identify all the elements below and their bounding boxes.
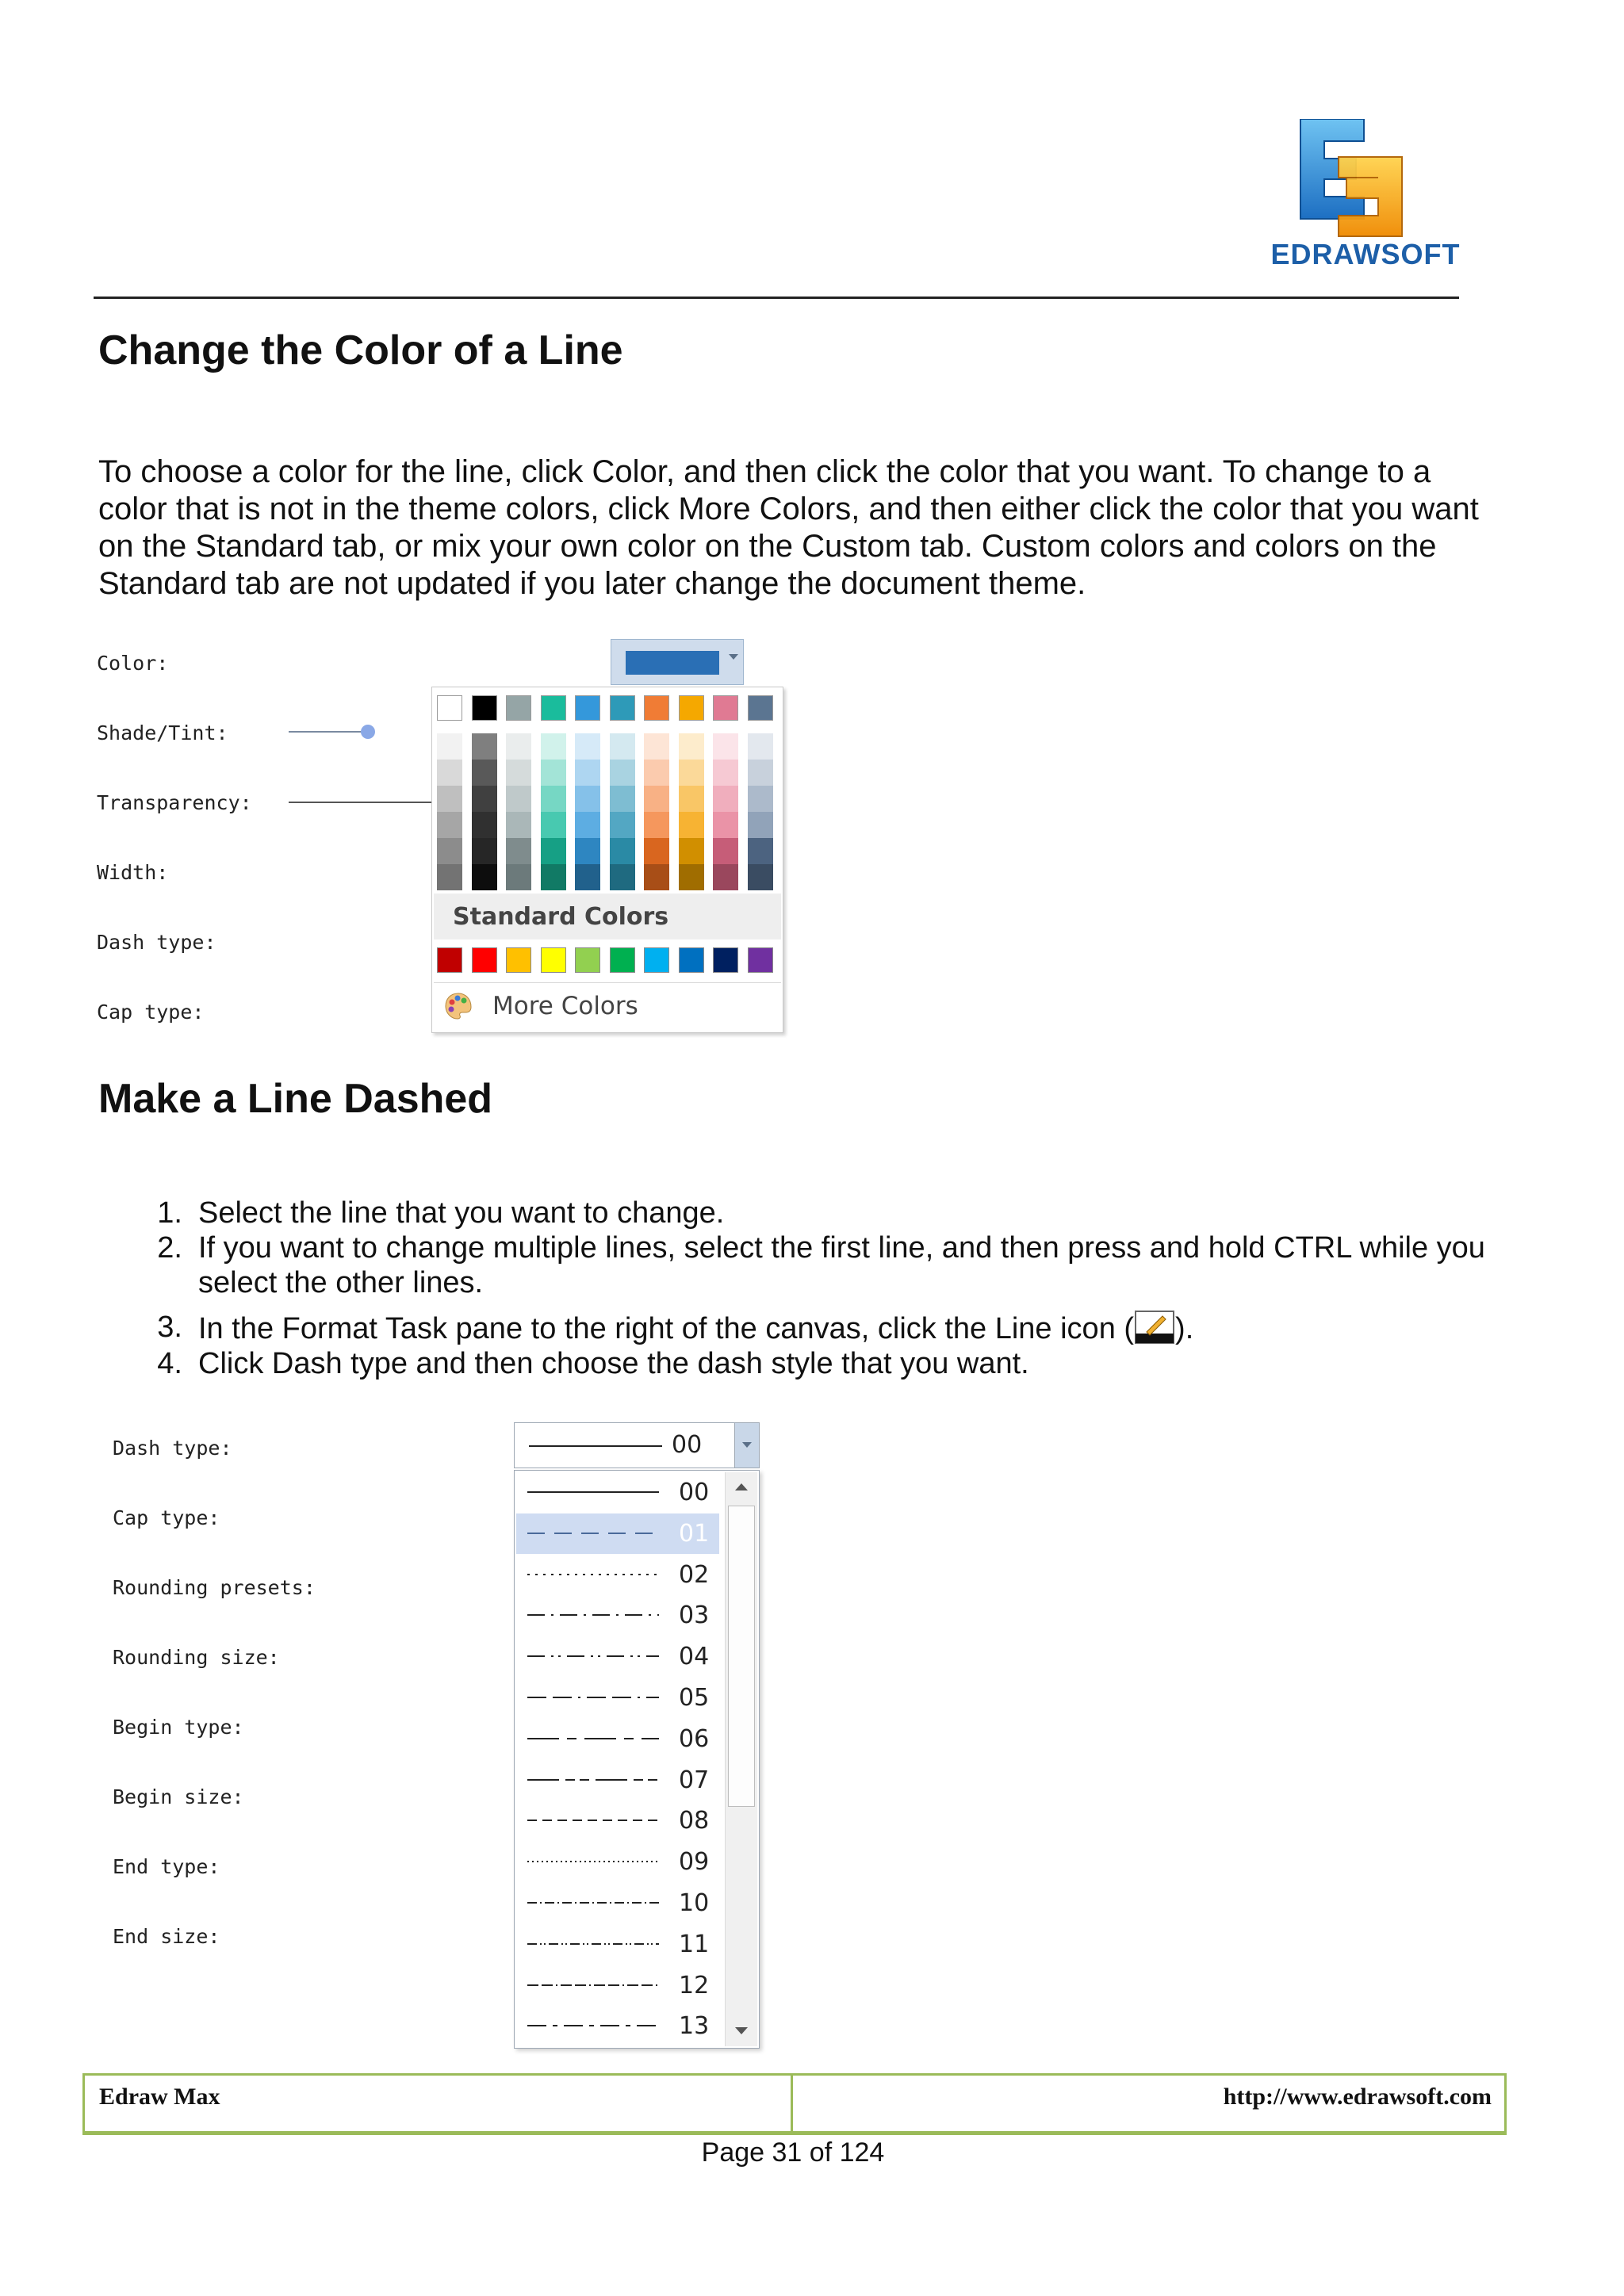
color-swatch[interactable] <box>748 760 773 786</box>
color-swatch[interactable] <box>713 864 738 890</box>
color-swatch[interactable] <box>679 864 704 890</box>
standard-color-swatch[interactable] <box>748 947 773 973</box>
color-swatch[interactable] <box>575 812 600 838</box>
color-swatch[interactable] <box>713 838 738 864</box>
transparency-slider-track[interactable] <box>289 802 431 803</box>
dash-sample <box>527 1736 662 1741</box>
dash-code: 12 <box>679 1971 710 1999</box>
palette-icon <box>443 991 473 1021</box>
dash-code: 10 <box>679 1889 710 1917</box>
color-swatch[interactable] <box>437 695 462 721</box>
color-swatch[interactable] <box>679 760 704 786</box>
color-swatch[interactable] <box>713 786 738 812</box>
standard-color-swatch[interactable] <box>679 947 704 973</box>
color-swatch[interactable] <box>506 864 531 890</box>
color-swatch[interactable] <box>437 812 462 838</box>
dash-option[interactable] <box>516 1472 719 1513</box>
scroll-thumb[interactable] <box>728 1506 755 1807</box>
dash-option[interactable] <box>516 1760 719 1800</box>
dash-sample <box>527 1859 662 1864</box>
color-swatch[interactable] <box>541 733 566 760</box>
dash-code: 00 <box>679 1479 710 1506</box>
color-swatch[interactable] <box>644 838 669 864</box>
color-swatch[interactable] <box>472 786 497 812</box>
label-begin-type: Begin type: <box>113 1716 244 1739</box>
color-swatch[interactable] <box>748 864 773 890</box>
chevron-down-icon <box>729 654 738 660</box>
dash-sample <box>527 1654 662 1659</box>
dash-code: 06 <box>679 1724 710 1753</box>
dash-sample <box>527 1572 662 1577</box>
color-swatch[interactable] <box>679 733 704 760</box>
dash-option[interactable] <box>516 1595 719 1636</box>
selected-color-swatch <box>626 651 719 675</box>
page-number: Page 31 of 124 <box>701 2137 885 2168</box>
color-swatch[interactable] <box>472 864 497 890</box>
scrollbar[interactable] <box>725 1472 757 2046</box>
dash-sample <box>527 1818 662 1823</box>
color-swatch[interactable] <box>437 760 462 786</box>
dash-code: 11 <box>679 1930 710 1958</box>
standard-color-swatch[interactable] <box>575 947 600 973</box>
list-number: 1. <box>157 1196 182 1230</box>
combo-line-sample <box>529 1445 664 1448</box>
color-swatch[interactable] <box>748 786 773 812</box>
color-swatch[interactable] <box>541 838 566 864</box>
label-transparency: Transparency: <box>97 791 252 814</box>
color-swatch[interactable] <box>541 812 566 838</box>
list-item <box>143 1196 1507 1230</box>
dash-code: 08 <box>679 1807 710 1835</box>
color-swatch[interactable] <box>506 733 531 760</box>
dash-sample <box>527 1531 662 1536</box>
color-swatch[interactable] <box>610 812 635 838</box>
dash-sample <box>527 1900 662 1905</box>
label-cap-type: Cap type: <box>113 1506 220 1529</box>
line-icon <box>1134 1310 1175 1345</box>
color-swatch[interactable] <box>713 760 738 786</box>
standard-color-swatch[interactable] <box>506 947 531 973</box>
color-swatch[interactable] <box>748 733 773 760</box>
dash-option[interactable] <box>516 1678 719 1718</box>
dash-option[interactable] <box>516 1965 719 2006</box>
color-swatch[interactable] <box>541 695 566 721</box>
color-swatch[interactable] <box>748 838 773 864</box>
color-swatch[interactable] <box>713 733 738 760</box>
footer-table <box>82 2073 1507 2135</box>
color-swatch[interactable] <box>506 760 531 786</box>
dash-option[interactable] <box>516 1555 719 1595</box>
logo-text: EDRAWSOFT <box>1270 238 1461 270</box>
footer-url[interactable]: http://www.edrawsoft.com <box>1223 2084 1492 2110</box>
standard-color-swatch[interactable] <box>541 947 566 973</box>
label-end-type: End type: <box>113 1855 220 1878</box>
color-swatch[interactable] <box>644 864 669 890</box>
dash-option[interactable] <box>516 1842 719 1882</box>
standard-colors-header <box>434 894 781 939</box>
dash-code: 04 <box>679 1643 710 1671</box>
label-begin-size: Begin size: <box>113 1785 244 1808</box>
label-end-size: End size: <box>113 1925 220 1948</box>
list-number: 3. <box>157 1311 182 1344</box>
dash-option[interactable] <box>516 1924 719 1965</box>
color-swatch[interactable] <box>506 786 531 812</box>
color-swatch[interactable] <box>541 760 566 786</box>
color-swatch[interactable] <box>472 733 497 760</box>
color-swatch[interactable] <box>679 786 704 812</box>
color-swatch[interactable] <box>506 812 531 838</box>
dash-code: 07 <box>679 1766 710 1794</box>
footer-divider <box>791 2076 793 2131</box>
chevron-down-icon[interactable] <box>734 1423 759 1468</box>
color-swatch[interactable] <box>575 786 600 812</box>
color-dropdown-button[interactable] <box>611 639 744 685</box>
list-text: In the Format Task pane to the right of the canvas, click the Line icon ( <box>198 1312 1135 1345</box>
color-palette-popup <box>431 687 783 1033</box>
color-swatch[interactable] <box>472 695 497 721</box>
color-swatch[interactable] <box>610 864 635 890</box>
list-number: 4. <box>157 1347 182 1380</box>
color-swatch[interactable] <box>506 838 531 864</box>
color-swatch[interactable] <box>610 695 635 721</box>
color-swatch[interactable] <box>713 812 738 838</box>
color-swatch[interactable] <box>679 812 704 838</box>
list-item <box>143 1346 1507 1381</box>
dash-code: 03 <box>679 1601 710 1630</box>
color-swatch[interactable] <box>437 838 462 864</box>
color-swatch[interactable] <box>437 733 462 760</box>
dash-sample <box>527 1490 662 1494</box>
scroll-down-icon[interactable] <box>726 2016 757 2046</box>
dash-code: 13 <box>679 2012 710 2041</box>
list-number: 2. <box>157 1231 182 1265</box>
dash-sample <box>527 1983 662 1988</box>
color-swatch[interactable] <box>472 838 497 864</box>
label-rounding-presets: Rounding presets: <box>113 1576 316 1599</box>
color-swatch[interactable] <box>644 733 669 760</box>
dash-sample <box>527 2023 662 2028</box>
dash-sample <box>527 1695 662 1700</box>
color-swatch[interactable] <box>472 760 497 786</box>
steps-list <box>143 1196 1507 1381</box>
scroll-up-icon[interactable] <box>726 1472 757 1502</box>
dash-option[interactable] <box>516 2006 719 2046</box>
color-swatch[interactable] <box>575 695 600 721</box>
dash-option[interactable] <box>516 1883 719 1923</box>
color-swatch[interactable] <box>575 838 600 864</box>
shade-tint-slider-track[interactable] <box>289 731 368 733</box>
color-paragraph: To choose a color for the line, click Color, and then click the color that you want. To change to a color that is not in the theme colors, click More Colors, and then either click the color that you want on the Standard tab, or mix your own color on the Custom tab. Custom colors and colors on the Standard tab are not updated if you later change the document theme. <box>98 454 1479 601</box>
list-text: Click Dash type and then choose the dash style that you want. <box>198 1347 1029 1380</box>
color-swatch[interactable] <box>575 733 600 760</box>
label-rounding-size: Rounding size: <box>113 1646 280 1669</box>
standard-colors-label: Standard Colors <box>453 903 669 931</box>
color-swatch[interactable] <box>610 786 635 812</box>
dash-code: 02 <box>679 1560 710 1589</box>
more-colors-button[interactable] <box>434 982 781 1029</box>
color-swatch[interactable] <box>610 838 635 864</box>
color-swatch[interactable] <box>610 733 635 760</box>
dash-option[interactable] <box>516 1719 719 1759</box>
color-swatch[interactable] <box>644 786 669 812</box>
dash-sample <box>527 1777 662 1782</box>
color-swatch[interactable] <box>437 786 462 812</box>
list-item <box>143 1230 1507 1300</box>
color-swatch[interactable] <box>679 695 704 721</box>
label-color: Color: <box>97 652 169 675</box>
label-dash-type: Dash type: <box>97 931 216 954</box>
color-swatch[interactable] <box>713 695 738 721</box>
section-title-dashed: Make a Line Dashed <box>98 1076 493 1122</box>
list-text: ). <box>1175 1312 1194 1345</box>
color-swatch[interactable] <box>644 695 669 721</box>
color-swatch[interactable] <box>541 786 566 812</box>
dash-code: 05 <box>679 1684 710 1712</box>
combo-value: 00 <box>672 1431 703 1459</box>
dash-type-combobox[interactable] <box>514 1422 760 1468</box>
color-swatch[interactable] <box>575 760 600 786</box>
standard-color-swatch[interactable] <box>713 947 738 973</box>
header-rule <box>94 297 1459 299</box>
color-swatch[interactable] <box>575 864 600 890</box>
dash-option[interactable] <box>516 1800 719 1841</box>
footer-product: Edraw Max <box>99 2084 220 2110</box>
label-dash-type: Dash type: <box>113 1437 232 1460</box>
label-cap-type: Cap type: <box>97 1001 205 1024</box>
color-swatch[interactable] <box>506 695 531 721</box>
color-swatch[interactable] <box>748 812 773 838</box>
color-swatch[interactable] <box>748 695 773 721</box>
color-swatch[interactable] <box>679 838 704 864</box>
dash-sample <box>527 1613 662 1617</box>
standard-color-swatch[interactable] <box>610 947 635 973</box>
more-colors-label: More Colors <box>492 992 638 1020</box>
standard-color-swatch[interactable] <box>472 947 497 973</box>
standard-color-swatch[interactable] <box>437 947 462 973</box>
dash-option[interactable] <box>516 1513 719 1554</box>
color-swatch[interactable] <box>644 760 669 786</box>
dash-type-list <box>514 1470 760 2049</box>
dash-option[interactable] <box>516 1636 719 1677</box>
shade-tint-slider-knob[interactable] <box>361 725 375 739</box>
label-shade-tint: Shade/Tint: <box>97 721 228 744</box>
label-width: Width: <box>97 861 169 884</box>
list-text: If you want to change multiple lines, select the first line, and then press and hold CTRL while you select the other lines. <box>198 1231 1485 1299</box>
dash-sample <box>527 1942 662 1946</box>
dash-code: 09 <box>679 1848 710 1877</box>
standard-color-swatch[interactable] <box>644 947 669 973</box>
color-swatch[interactable] <box>472 812 497 838</box>
dash-code: 01 <box>679 1519 710 1548</box>
color-swatch[interactable] <box>541 864 566 890</box>
list-item <box>143 1310 1507 1346</box>
color-swatch[interactable] <box>610 760 635 786</box>
section-title-color: Change the Color of a Line <box>98 327 623 373</box>
color-swatch[interactable] <box>644 812 669 838</box>
color-swatch[interactable] <box>437 864 462 890</box>
list-text: Select the line that you want to change. <box>198 1196 725 1230</box>
